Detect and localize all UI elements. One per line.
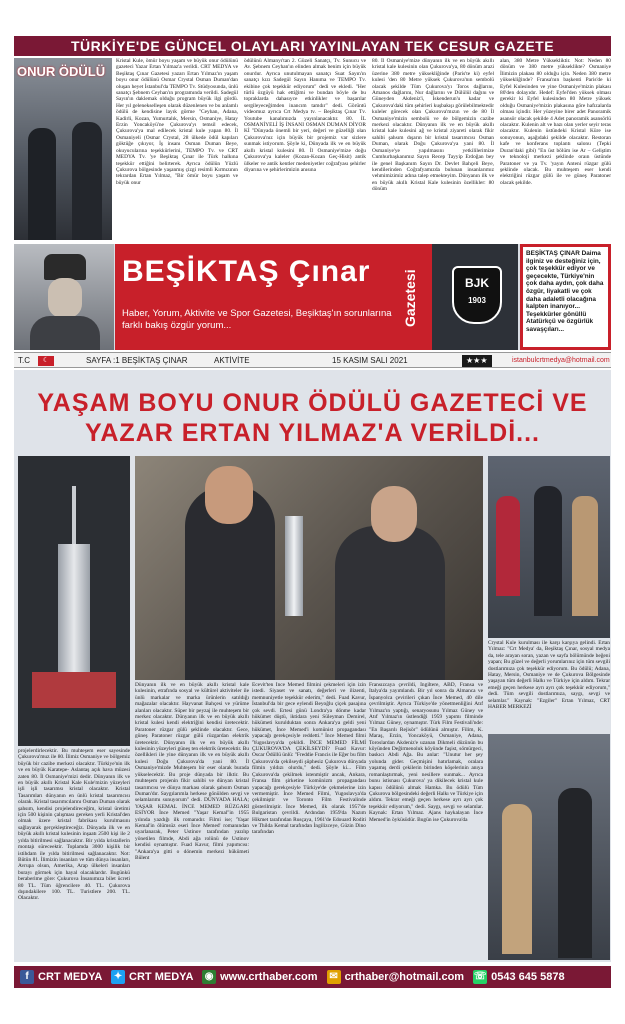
bottom-column-4: Fransızcaya çevrildi, İngiltere, ABD, Fransa ve Italya'da yayımlandı. Bir yıl sonra da Almanca ve İspanyolca çevirileri çıkan İnce Memed, 40 dile çevrilmiştir. Ayrıca Türkiye'de yönetmenliğini Atıf Yılmaz'ın yaptığı, senaryosunu Yılmaz Güney ve Atıf Yılmaz'ın üstlendiği 1959 yapımı filminde Yılmaz Güney, oynamıştır. Türk Film Festivali'nde: "En Başarılı Rejisör" ödülünü almıştır. Filim, K. Maraş, Erzin, Yoncaköyü, Osmaniye, Adana, Toroslardan Akdeniz'e uzanan Dikmeli düzünün bu köyünden Değirmenoluk köyünde faşist, sömürgeci, baskıcı Abdi Ağa. Bu anlar: "Unutur her şey yolunda gider. Geçmişini hatırlamak, oralara yaşamış derdi çekilerin birinden köşelerinin anıya romanlaştırmak, yeni nesillere sunmak... Ayrıca bunu istisnası Çukurova' ya dikilecek kristal kule kapısı ödülünü almak Hamka. Bu ödülü Tüm Çukurova bölgesindeki değerli Halkı ve Türkiye için aldım. Tekrar emeği geçen herkese ayrı ayrı çok teşekkür ediyorum," dedi. Saygı, sevgi ve selamlar. Kaynak: Ertan Yılmaz. Ajans haykalayan İnce Memed'in öyküsüdür. Bugün ise Çukurova'da bbox=[369, 682, 483, 823]
section-label: AKTİVİTE bbox=[214, 356, 250, 365]
bjk-logo-letters: BJK bbox=[464, 276, 489, 290]
info-bar bbox=[14, 352, 611, 368]
web-icon[interactable]: ◉ bbox=[202, 970, 216, 984]
ataturk-portrait bbox=[14, 244, 114, 350]
bottom-column-1: projelerdirlecektir. Bu muhteşem eser sayesinde Çukurova'muz ile 80. İlimiz Osmaniye ve bölgemiz büyük bir cazibe merkezi olacaktır. Türkiye'nin ilk ve en büyük Karatepe- Aslantaş açık hava müzesi zaten 80. İl Osmaniye'mizi dedir. Dünyanın ilk ve en büyük akıllı Kristal Kale Kule'mizin yüzeyleri işli işli tasarımsı kristal olacaktır. Kristal Tasarımları dünyanın en ünlü kristal tasarımcısı olarak. Kristal tasarımcılarını Osman Duman olarak şahsım, kendisi projelendireceğim, kristal üretimi için 500 kişinin çalışması gereken yerli Kristal'den olmak üzere kristal fabrikası kurulmasını sağlayarak gerçekleştireceğiz. Dünyada ilk ve en büyük akıllı kristal kulesinin inşaatı 2500 kişi ile 2 yılda bitirilmesi sağlanacaktır. Bir yılda kristallerin montajı süreceektir. Toplamda 3000 kişilik bir istihdam ile yılda bitirilmesi sağlanacaktır. Not: Bütün 81. İlimizin insanları ve tüm dünya insanları, Avrupa olsun, Amerika, Arap ülkeleri insanları burayı görmek için hayal olacaklardır. Bugünkü beraberime göre: Çukurova İnsanımıza bilet ücreti 80 TL. Tüm öğrencilere 40. TL. Çukurova dışındakilere 100. TL. Turistlere 200. TL. Olacaktır. bbox=[18, 748, 130, 902]
portrait-hat bbox=[44, 254, 86, 280]
bjk-logo-year: 1903 bbox=[468, 296, 486, 305]
portrait-face bbox=[48, 278, 82, 318]
website-link[interactable]: www.crthaber.com bbox=[220, 971, 318, 983]
facebook-icon[interactable]: f bbox=[20, 970, 34, 984]
woman-figure bbox=[502, 804, 532, 954]
bjk-logo-area bbox=[432, 244, 518, 350]
country-label: T.C bbox=[18, 356, 30, 365]
man-figure bbox=[534, 486, 562, 616]
top-column-1: Kristal Kule, ömür boyu yaşam ve büyük onur ödülünü gazeteci Yazar Ertan Yılmaz'a verildi. CRT MEDYA ve Beşiktaş Çınar Gazetesi yazarı Ertan Yılmaz'ın yaşam boyu onur ödülünü Osmar Crystal Osman Duman'dan oluşan heyet İstanbul'da TEMPO Tv. Stüdyosunda, ünlü sanatçı Şebnem Ceyhan'ın programında verildi. Sadegül Sayın'ın daklemak olduğu program büyük ilgi gördü. Her yıl gelenekselleşen olarak düzenlenen ve bu anlamlı ödülü de kendisine layık görme "Ceyhan, Adana, Kadirli, Kozan, Yumurtalık, Mersin, Osmaniye, Hatay Erzin Yoncaköyü'ne Çukurova'yı temsil edecek, Çukurova'ya mal edilecek kristal kule yapan 80. İl Osmaniyeli (Osmar Crystal, 28 ülkede ödül kapıları göktüğe çıkıyor, İş insanı Osman Duman Beye, okuyucularına teşekkürlerini, TEMPO Tv. ve CRT MEDYA Tv. 'ye Beşiktaş Çınar ile Türk halkına teşekkür ettiğini belirterek. Ayrıca ödülün Yüzlü Çukurova bölgesinde yaşanmış çizgi resimli Kırmızının tekrardan Ertan Yılmaz, "Bir ömür boyu yaşam ve büyük onur bbox=[116, 58, 238, 186]
tv-studio-photo-top bbox=[488, 456, 610, 638]
facebook-handle[interactable]: CRT MEDYA bbox=[38, 971, 102, 983]
main-headline: YAŞAM BOYU ONUR ÖDÜLÜ GAZETECİ VE YAZAR ERTAN YILMAZ'A VERİLDİ... bbox=[37, 389, 588, 447]
footer-bar bbox=[14, 966, 611, 988]
man-left-face bbox=[205, 466, 253, 524]
masthead-vertical-text: Gazetesi bbox=[402, 269, 418, 327]
photo-label: ONUR ÖDÜLÜ bbox=[17, 64, 106, 79]
bottom-column-2: Dünyanın ilk ve en büyük akıllı kristal kale kulesinin, etrafında sosyal ve kültürel aktiviteler ile ünlü markalar ve marka ürünlerin satıldığı mağazalar olacaktır. Hayvanat Bahçesi ve yürüme alanları olacaktır. Süper bir peyzaj ile muhteşem bir merkez olacaktır. Dünyanın ilk ve en büyük akıllı kristal kulesi kendi elektriğini kendisi üretecektir. Paratoner rüzgar gülü şeklinde olacaktır. Gece, güneş Paratoner rüzgar gülü rüzgardan elektrik üretecektir. Dünyanın ilk ve en büyük akıllı kulesinin yüzeyleri güneş ten elektrik üretecektir. Bu özellikleri ile yine dünyanın ilk ve en büyük akıllı kulesi Doğu Çukurova'da yani 80. İl Osmaniye'mizde Muhteşem bir eser olarak burada yükselecektir. Bu proje dünyada bir ilktir. Bu muhteşem projenin fikir sahibi ve dünyan kristal tasarımcısı ve dünya markası olarak şahsım Osman Duman'dır. Saygılarımla herkese gönülden sevgi ve selamlarımı sunuyorum" dedi. DÜNYADA HALA; YAŞAR KEMAL İNCE MEMED RÜZGARI ESİYOR İnce Memed "Yaşar Kemal"in 1955 yılında yazdığı ilk romanıdır. Filmi ise; 'Yaşar Kemal'in ölümsüz eseri İnce Memed' romanından uyarlanarak, Peter Ustinov tarafından yazılıp yönetilen filmde, Abdi ağa rolünü de Ustinov kendisi oynamıştır. Fuad Kavur, filmi yapımcısı: "Ankara'ya gitti o dönemin merkezi hükümeti Bülent bbox=[135, 682, 249, 861]
top-banner: TÜRKİYE'DE GÜNCEL OLAYLARI YAYINLAYAN TEK CESUR GAZETE bbox=[14, 36, 611, 56]
award-photo-top bbox=[14, 58, 112, 240]
side-box-text: BEŞİKTAŞ ÇINAR Daima ilginiz ve desteğiniz için, çok teşekkür ediyor ve geçecekte, Türkiye'nin çok daha aydın, çok daha özgür, liyakatli ve çok daha adaletli olacağına kalpten inanıyor... Teşekkürler gönüllü Atatürkçü ve özgürlük savaşçıları... bbox=[526, 250, 604, 333]
crystal-tower-photo bbox=[18, 456, 130, 746]
tower-body bbox=[58, 544, 90, 674]
man-figure bbox=[558, 788, 592, 958]
tower-spire bbox=[72, 486, 76, 546]
mail-icon[interactable]: ✉ bbox=[327, 970, 341, 984]
phone-icon[interactable]: ☏ bbox=[473, 971, 487, 983]
twitter-icon[interactable]: ✦ bbox=[111, 970, 125, 984]
woman-figure bbox=[496, 496, 520, 596]
bjk-logo bbox=[452, 266, 502, 324]
masthead-subtitle: Haber, Yorum, Aktivite ve Spor Gazetesi, Beşiktaş'ın sorunlarına farklı bakış özgür yorum... bbox=[122, 308, 392, 331]
tv-studio-photo-bottom bbox=[488, 734, 610, 960]
award-ceremony-photo bbox=[135, 456, 483, 680]
top-column-4: alan, 380 Metre Yüksekliktir. Not: Neden 80 dönüm ve 380 metre yükseklikte? Osmaniye İlimizin plakası 80 olduğu için. Neden 380 metre yüksekliğinde? Fransa'nın başkenti Paris'de ki Eyfel Kulesinden ve yine Osmaniye'mizin plakası 80'den dolayıdır. Hedef: Eyfel'den yüksek olması gerekir ki Eyfel kulesinden 80 Metre yüksek olduğu Osmaniye'mizin plakasına göre hafızalarda olması içindir. Her yüzeyine birer adet Panoramik asansör olacak şekilde 4 Adet panoramik asansörlü olacaktır. Kulenin alt ve bazı olan yerler seyir teras olacaktır. Kulenin üstündeki Kristal Küre ise sonuyonun, aşağıdaki şekilde olacaktır. Restoran kafe ve konferans toplantı salonu (Tepki Duran'daki gibi) "En üst bölüm ise Ar – Geliştim ve teknoloji merkezi şeklinde oraın üstünde Paratoner ve ya Tv. 'yayın Anteni rüzgar gülü şeklinde olacak. Bu muhteşem eser kendi elektriğini rüzgar gülü ile ve güneş Paratoner olacak şekilde. bbox=[500, 58, 611, 186]
date-label: 15 KASIM SALI 2021 bbox=[332, 356, 408, 365]
email-link[interactable]: crthaber@hotmail.com bbox=[344, 971, 465, 983]
bottom-column-3: Ecevit'ten İnce Memed filmini çekmeleri için izin istedi. Siyaset ve sanatı, değerleri ve ilizenti, memnuniyetle teşekkür ederim," dedi. Fuad Kavur, İstanbul'da bir gece eylendi Beyoğlu çiçek pasajına çok sevdi. Ertesi günü Londra'ya dönme kadar hükümet düştü, iktidara yeni Süleyman Demirel, hükümeti kurulduktan sonra Ankara'ya geldi yeni hükümet, İnce Memed'i komünist propagandası yapacağı gerekçesiyle reddetti." İnce Memed filmi 'Yugoslavya'da çekildi. İNCE MEMED FİLMİ ÇUKUROVA'DA ÇEKİLSEYDİ? Fuad Kavur: Oscar Ödüllü ünlü: "Freddie Francis ile Eğer bu film Çukurova'da çekilseydi şüphesiz Çukurova dünyada filmin yıldızı olurdu," dedi. Şöyle ki... Film Çukurova'da çekilmek istenmiştir ancak, Ankara, Fransa film şirketine komünizm propagandası yapacağı gerekçesiyle Türkiye'de çekmelerine izin vermemiştir. İnce Memed Filmi, Yugoslavya'da çekilmiştir ve Toronto Film Festivalinde gösterilmiştir. İnce Memed, ilk olarak 1957'de Bulgaristan çevrildi. Ardından 1959'da Nazım Hikmet tarafından Rusçaya, 1961'de Edouard Roditi ve Thilda Kemal tarafından İngilizceye, Güzin Dino tarafından bbox=[252, 682, 366, 836]
trophy bbox=[285, 516, 303, 616]
twitter-handle[interactable]: CRT MEDYA bbox=[129, 971, 194, 983]
stars-badge: ★★★ bbox=[462, 355, 492, 367]
person-silhouette bbox=[28, 128, 56, 240]
top-column-2: ödülünü Almanyı'tan 2. Güzeli Sanatçı, Tv. Sunucu ve Av. Şebnem Ceyhan'ın elinden almak benim için büyük onurdur. Ayrıca unutulmayan sanatçı Suat Sayın'ın sanatçı kızı Sadegül Sayın Hanıma ve TEMPO Tv. ekibine çok teşekkür ediyorum" dedi ve ekledi. "Her türlü özgüyü hak ettiğimi ve bundan böyle de bu topraklarda dahasıyce etkinlikler ve başarılar sergileyeceğimden inancım tamdır" dedi. Görüntü videomuz ayrıca Crt Medya tv. – Beşiktaş Çınar Tv. Youtube kanalımızda yayınlanacaktır. 80. İL OSMANİYELİ İŞ İNSANI OSMAN DUMAN DİYOR Kİ "Dünyada önemli bir yeri, değeri ve güzelliği olan Çukurova'nız için büyük bir projemiz var sizlere sunmak istiyorum. Şöyle ki, Dünyada ilk ve en büyük akıllı kristal kulesini 80. İl Osmaniye'mize doğu Çukurova'ya kaleler (Kozan-Kozan Geç-Hisit) antik ülkeler ve antik kentler medeniyetler coğrafyası şehirler diyarına ve şehirlerimizin anısına bbox=[244, 58, 366, 173]
email-label[interactable]: istanbulcrtmedya@hotmail.com bbox=[512, 357, 610, 364]
turkish-flag-icon: ☾ bbox=[38, 356, 54, 366]
man-right-face bbox=[371, 486, 417, 542]
phone-number[interactable]: 0543 645 5878 bbox=[491, 971, 565, 983]
masthead-side-box bbox=[520, 244, 611, 350]
tower-base bbox=[32, 672, 116, 708]
man-right bbox=[335, 526, 445, 680]
woman-figure bbox=[572, 496, 598, 616]
portrait-body bbox=[30, 316, 100, 350]
top-column-3: 80. İl Osmaniye'mize dünyanın ilk ve en büyük akıllı kristal kale kulesinin olan Çukurova'ya, 80 dönüm arazi üzerine 380 metre yüksekliğinde (Paris'te ki) eyfel kulesi 'den 80 Metre yüksek Çukurova'nın sembolü olacak şekilde Tüm Çukurova'yı Toros dağlarını, Amanos dağlarını, Nur dağlarını ve Dülülül dağını ve Güneyden Akdeniz'i, İskenderun'u kadar ve Çukurova'daki tüm şehirleri kuşbakışı görülebilmektedir kuleler görecek olan Çukurova'mızın ve de 80 İl Osmaniye'mizin sembolü ve de bölgemizin cazibe merkezi olacaktır. Dünyanın ilk ve en büyük akıllı kristal kale kulesini ağ ve kristal ziyareti olarak fikir sahibi şahsım dışarın bir kristal tasarımcısı Osman Duman, olarak Doğu Çukurova'ya yani 80. İl Osmaniye'ye yapılmasını yetkililerimize Cumhurbaşkanımız Sayın Recep Tayyip Erdoğan bey ile genel Başkanım Sayın Dr. Devlet Bahçeli Beye, kendilerinden Coğrafyamızda bulunan insanlarımız vehmimizimiz adına talep etmekteyim. Dünyanın ilk ve en büyük akıllı Kristal Kale kulesinin özellikler: 80 dönüm bbox=[372, 58, 494, 193]
page-label: SAYFA :1 BEŞİKTAŞ ÇINAR bbox=[86, 356, 188, 365]
right-column-text: Crystal Kule kurulması ile karşı karşıya gelindi. Ertan Yılmaz: "Crt Medya' da, Beşiktaş Çınar, sosyal medya da, tele arayan soran, yazan ve sayfa bölümünde beğeni yapan; Bu güzel ve değerli yorumlarınız için tüm sevgili dostlarımıza çok teşekkür ediyorum. Bu ödülü; Adana, Hatay, Mersin, Osmaniye ve de Çukurova Bölgesinde yaşayan tüm değerli Halkı ve Türkiye için aldım. Tekrar emeği geçen herkese ayrı ayrı çok teşekkür ediyorum," dedi. Tüm sevgili dostlarımıza, saygı, sevgi ve selamlar." Kaynak: "Ezgiler" Ertan Yılmaz, CRT HABER MERKEZİ bbox=[488, 640, 610, 711]
person-silhouette bbox=[72, 122, 102, 240]
masthead-title: BEŞİKTAŞ Çınar bbox=[122, 255, 371, 288]
